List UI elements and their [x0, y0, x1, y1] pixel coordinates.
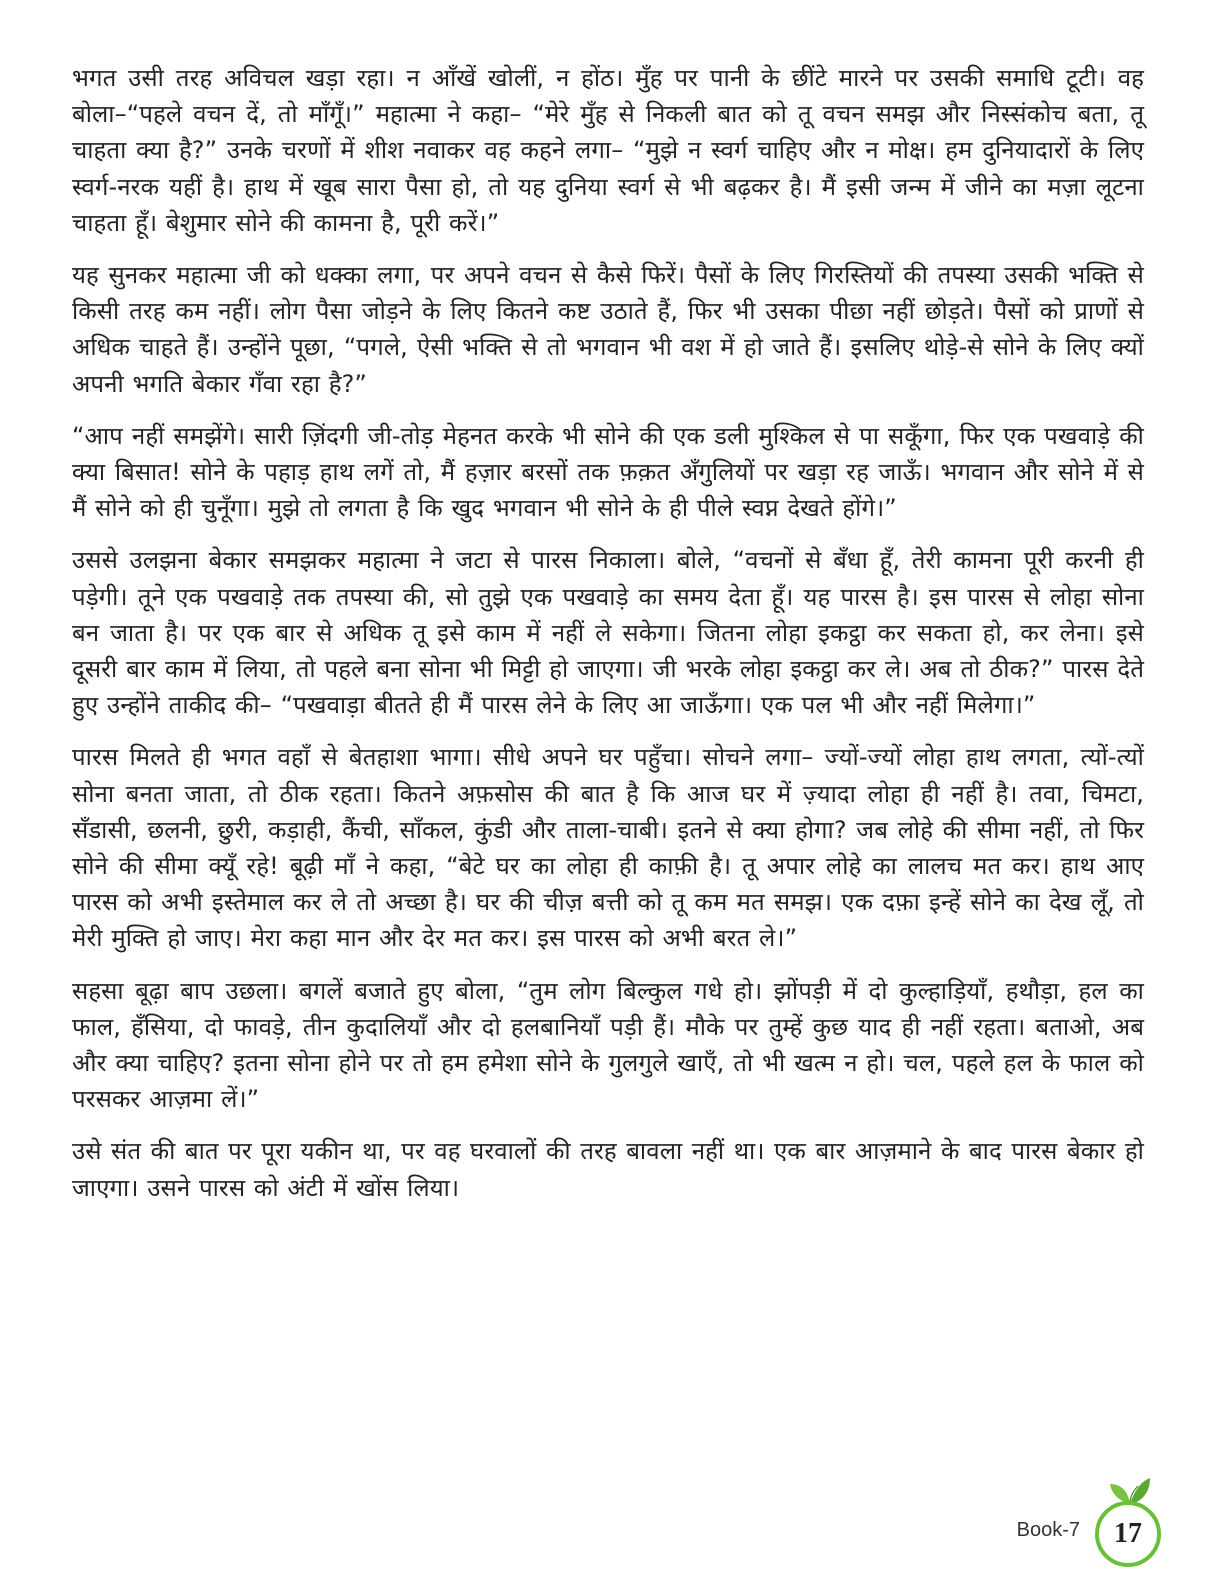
page-number: 17	[1114, 1518, 1142, 1549]
paragraph-2: यह सुनकर महात्मा जी को धक्का लगा, पर अपने वचन से कैसे फिरें। पैसों के लिए गिरस्तियों की तपस्या उसकी भक्ति से किसी तरह कम नहीं। लोग पैसा जोड़ने के लिए कितने कष्ट उठाते हैं, फिर भी उसका पीछा नहीं छोड़ते। पैसों को प्राणों से अधिक चाहते हैं। उन्होंने पूछा, “पगले, ऐसी भक्ति से तो भगवान भी वश में हो जाते हैं। इसलिए थोड़े-से सोने के लिए क्यों अपनी भगति बेकार गँवा रहा है?”	[72, 261, 1144, 398]
paragraph-5: पारस मिलते ही भगत वहाँ से बेतहाशा भागा। सीधे अपने घर पहुँचा। सोचने लगा– ज्यों-ज्यों लोहा हाथ लगता, त्यों-त्यों सोना बनता जाता, तो ठीक रहता। कितने अफ़सोस की बात है कि आज घर में ज़्यादा लोहा ही नहीं है। तवा, चिमटा, सँडासी, छलनी, छुरी, कड़ाही, कैंची, साँकल, कुंडी और ताला-चाबी। इतने से क्या होगा? जब लोहे की सीमा नहीं, तो फिर सोने की सीमा क्यूँ रहे! बूढ़ी माँ ने कहा, “बेटे घर का लोहा ही काफ़ी है। तू अपार लोहे का लालच मत कर। हाथ आए पारस को अभी इस्तेमाल कर ले तो अच्छा है। घर की चीज़ बत्ती को तू कम मत समझ। एक दफ़ा इन्हें सोने का देख लूँ, तो मेरी मुक्ति हो जाए। मेरा कहा मान और देर मत कर। इस पारस को अभी बरत ले।”	[72, 743, 1144, 953]
page-footer	[992, 1458, 1162, 1568]
paragraph-7: उसे संत की बात पर पूरा यकीन था, पर वह घरवालों की तरह बावला नहीं था। एक बार आज़माने के बाद पारस बेकार हो जाएगा। उसने पारस को अंटी में खोंस लिया।	[72, 1137, 1144, 1202]
paragraph-4: उससे उलझना बेकार समझकर महात्मा ने जटा से पारस निकाला। बोले, “वचनों से बँधा हूँ, तेरी कामना पूरी करनी ही पड़ेगी। तूने एक पखवाड़े तक तपस्या की, सो तुझे एक पखवाड़े का समय देता हूँ। यह पारस है। इस पारस से लोहा सोना बन जाता है। पर एक बार से अधिक तू इसे काम में नहीं ले सकेगा। जितना लोहा इकट्ठा कर सकता हो, कर लेना। इसे दूसरी बार काम में लिया, तो पहले बना सोना भी मिट्टी हो जाएगा। जी भरके लोहा इकट्ठा कर ले। अब तो ठीक?” पारस देते हुए उन्होंने ताकीद की– “पखवाड़ा बीतते ही मैं पारस लेने के लिए आ जाऊँगा। एक पल भी और नहीं मिलेगा।”	[72, 546, 1144, 720]
paragraph-1: भगत उसी तरह अविचल खड़ा रहा। न आँखें खोलीं, न होंठ। मुँह पर पानी के छींटे मारने पर उसकी समाधि टूटी। वह बोला–“पहले वचन दें, तो माँगूँ।” महात्मा ने कहा– “मेरे मुँह से निकली बात को तू वचन समझ और निस्संकोच बता, तू चाहता क्या है?” उनके चरणों में शीश नवाकर वह कहने लगा– “मुझे न स्वर्ग चाहिए और न मोक्ष। हम दुनियादारों के लिए स्वर्ग-नरक यहीं है। हाथ में खूब सारा पैसा हो, तो यह दुनिया स्वर्ग से भी बढ़कर है। मैं इसी जन्म में जीने का मज़ा लूटना चाहता हूँ। बेशुमार सोने की कामना है, पूरी करें।”	[72, 64, 1144, 237]
paragraph-6: सहसा बूढ़ा बाप उछला। बगलें बजाते हुए बोला, “तुम लोग बिल्कुल गधे हो। झोंपड़ी में दो कुल्हाड़ियाँ, हथौड़ा, हल का फाल, हँसिया, दो फावड़े, तीन कुदालियाँ और दो हलबानियाँ पड़ी हैं। मौके पर तुम्हें कुछ याद ही नहीं रहता। बताओ, अब और क्या चाहिए? इतना सोना होने पर तो हम हमेशा सोने के गुलगुले खाएँ, तो भी खत्म न हो। चल, पहले हल के फाल को परसकर आज़मा लें।”	[72, 976, 1144, 1114]
page-body	[72, 60, 1144, 1222]
book-label: Book-7	[1016, 1519, 1080, 1541]
page-number-badge	[1094, 1500, 1162, 1568]
paragraph-3: “आप नहीं समझेंगे। सारी ज़िंदगी जी-तोड़ मेहनत करके भी सोने की एक डली मुश्किल से पा सकूँगा, फिर एक पखवाड़े की क्या बिसात! सोने के पहाड़ हाथ लगें तो, मैं हज़ार बरसों तक फ़क़त अँगुलियों पर खड़ा रह जाऊँ। भगवान और सोने में से मैं सोने को ही चुनूँगा। मुझे तो लगता है कि खुद भगवान भी सोने के ही पीले स्वप्न देखते होंगे।”	[72, 421, 1144, 523]
